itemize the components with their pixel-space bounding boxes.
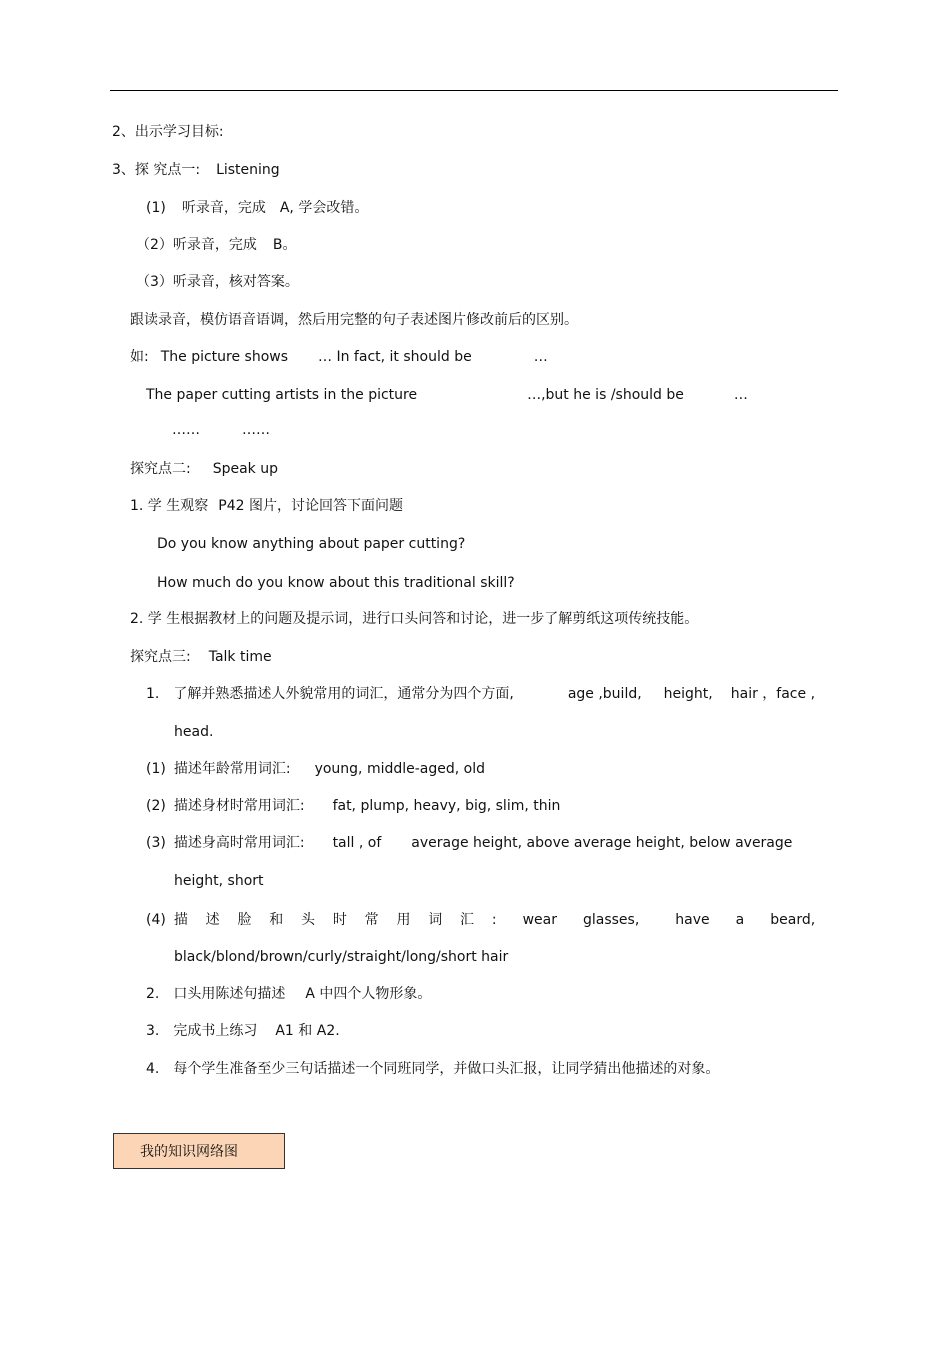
vocab-height: (3) 描述身高时常用词汇: tall , of average height, above average height, below average	[146, 835, 793, 851]
listening-step-3: （3）听录音，核对答案。	[136, 274, 299, 290]
vocab-face-head: (4) 描 述 脸 和 头 时 常 用 词 汇 : wear glasses, have a beard,	[146, 912, 816, 928]
knowledge-network-box	[113, 1133, 285, 1169]
section-speak-up: 探究点二: Speak up	[130, 461, 279, 477]
listening-step-2: （2）听录音，完成 B。	[136, 237, 297, 253]
talk-step-4: 4. 每个学生准备至少三句话描述一个同班同学，并做口头汇报，让同学猜出他描述的对象。	[146, 1061, 720, 1077]
goal-line: 2、出示学习目标:	[112, 124, 224, 140]
vocab-face-head-cont: black/blond/brown/curly/straight/long/short hair	[174, 949, 509, 965]
speak-up-step-1: 1. 学 生观察 P42 图片，讨论回答下面问题	[130, 498, 403, 514]
speak-up-step-2: 2. 学 生根据教材上的问题及提示词，进行口头问答和讨论，进一步了解剪纸这项传统技能。	[130, 611, 699, 627]
talk-step-3: 3. 完成书上练习 A1 和 A2.	[146, 1023, 340, 1039]
listening-step-1: (1) 听录音，完成 A, 学会改错。	[146, 200, 369, 216]
section-listening: 3、探 究点一: Listening	[112, 162, 280, 178]
vocab-height-cont: height, short	[174, 873, 264, 889]
talk-step-1-cont: head.	[174, 724, 214, 740]
talk-step-1: 1. 了解并熟悉描述人外貌常用的词汇，通常分为四个方面, age ,build, height, hair ，face ,	[146, 686, 816, 702]
question-2: How much do you know about this traditional skill?	[157, 575, 515, 591]
follow-reading-line: 跟读录音，模仿语音语调，然后用完整的句子表述图片修改前后的区别。	[130, 312, 578, 328]
talk-step-2: 2. 口头用陈述句描述 A 中四个人物形象。	[146, 986, 432, 1002]
section-talk-time: 探究点三: Talk time	[130, 649, 272, 665]
question-1: Do you know anything about paper cutting?	[157, 536, 466, 552]
example-line-1: 如: The picture shows … In fact, it should be …	[130, 349, 548, 365]
vocab-build: (2) 描述身材时常用词汇: fat, plump, heavy, big, slim, thin	[146, 798, 561, 814]
example-line-2: The paper cutting artists in the picture …,but he is /should be …	[146, 387, 748, 403]
header-rule	[110, 90, 838, 91]
vocab-age: (1) 描述年龄常用词汇: young, middle-aged, old	[146, 761, 486, 777]
ellipsis-line: …… ……	[172, 422, 270, 438]
knowledge-network-label: 我的知识网络图	[140, 1144, 238, 1160]
